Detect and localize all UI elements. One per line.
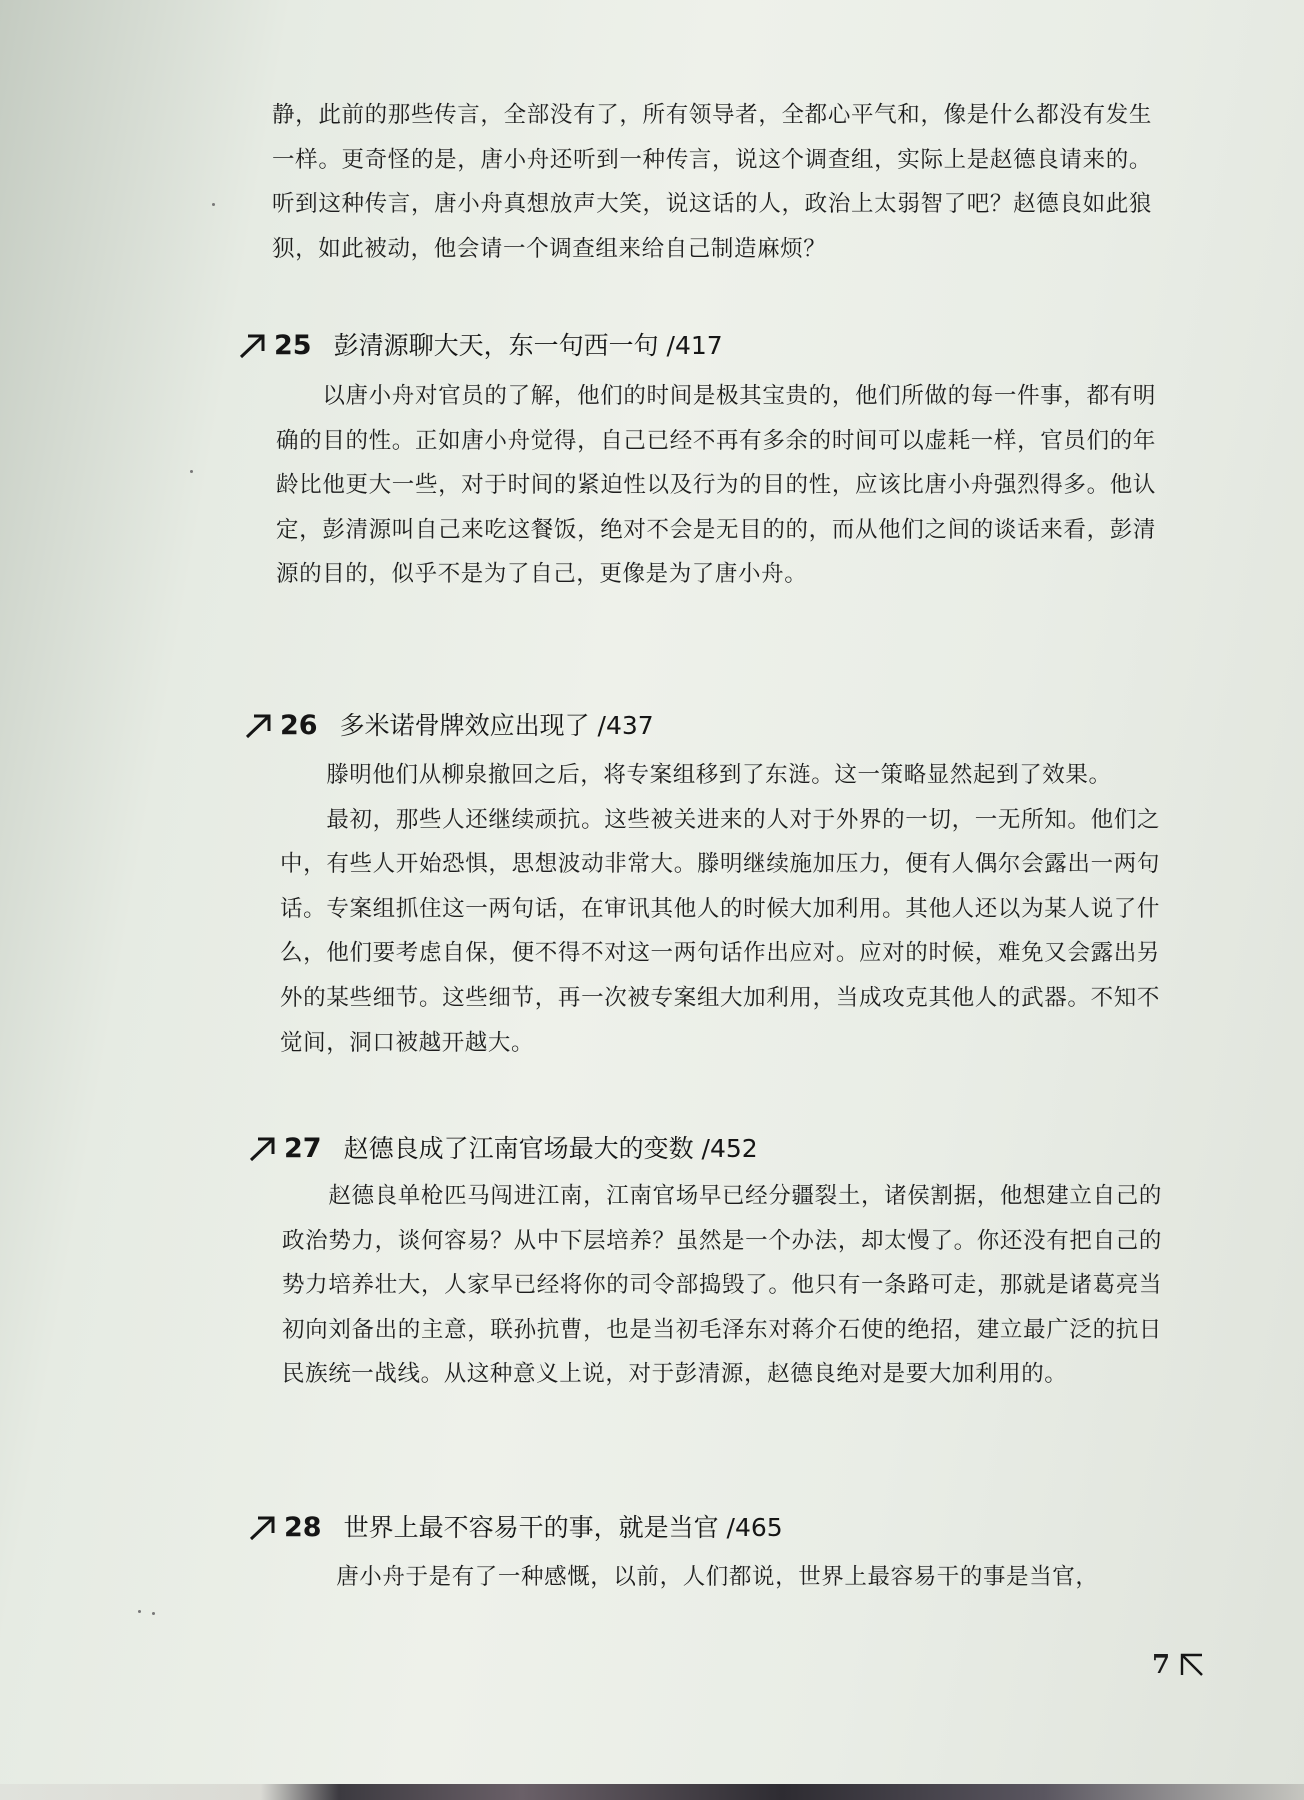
section-number: 26: [280, 710, 318, 741]
corner-arrow-icon: [1178, 1651, 1206, 1679]
scan-bottom-edge: [0, 1784, 1304, 1800]
intro-paragraph: 静，此前的那些传言，全部没有了，所有领导者，全都心平气和，像是什么都没有发生一样。更奇怪的是，唐小舟还听到一种传言，说这个调查组，实际上是赵德良请来的。听到这种传言，唐小舟真想放声大笑，说这话的人，政治上太弱智了吧？赵德良如此狼狈，如此被动，他会请一个调查组来给自己制造麻烦？: [272, 102, 1152, 262]
northeast-arrow-icon: [244, 712, 274, 740]
speck: [212, 203, 215, 206]
section-number: 25: [274, 330, 312, 361]
page-number-text: 7: [1152, 1650, 1171, 1680]
speck: [138, 1610, 141, 1613]
section-title: 赵德良成了江南官场最大的变数 /452: [343, 1134, 758, 1163]
section-title: 彭清源聊大天，东一句西一句 /417: [333, 331, 723, 360]
northeast-arrow-icon: [248, 1514, 278, 1542]
section-title: 世界上最不容易干的事，就是当官 /465: [343, 1513, 783, 1542]
speck: [190, 470, 193, 473]
northeast-arrow-icon: [248, 1135, 278, 1163]
section-number: 27: [284, 1133, 322, 1164]
section-heading-28: [248, 1512, 783, 1544]
section-paragraph-27: 赵德良单枪匹马闯进江南，江南官场早已经分疆裂土，诸侯割据，他想建立自己的政治势力，谈何容易？从中下层培养？虽然是一个办法，却太慢了。你还没有把自己的势力培养壮大，人家早已经将你的司令部捣毁了。他只有一条路可走，那就是诸葛亮当初向刘备出的主意，联孙抗曹，也是当初毛泽东对蒋介石使的绝招，建立最广泛的抗日民族统一战线。从这种意义上说，对于彭清源，赵德良绝对是要大加利用的。: [282, 1183, 1162, 1388]
speck: [152, 1612, 155, 1615]
northeast-arrow-icon: [238, 332, 268, 360]
section-heading-25: [238, 330, 723, 362]
section-title: 多米诺骨牌效应出现了 /437: [339, 711, 654, 740]
section-number: 28: [284, 1512, 322, 1543]
section-heading-27: [248, 1133, 758, 1165]
section-paragraph-25: 以唐小舟对官员的了解，他们的时间是极其宝贵的，他们所做的每一件事，都有明确的目的性。正如唐小舟觉得，自己已经不再有多余的时间可以虚耗一样，官员们的年龄比他更大一些，对于时间的紧迫性以及行为的目的性，应该比唐小舟强烈得多。他认定，彭清源叫自己来吃这餐饭，绝对不会是无目的的，而从他们之间的谈话来看，彭清源的目的，似乎不是为了自己，更像是为了唐小舟。: [276, 383, 1156, 588]
page-number: [1152, 1650, 1206, 1680]
section-paragraph-28: 唐小舟于是有了一种感慨，以前，人们都说，世界上最容易干的事是当官，: [290, 1564, 1099, 1590]
section-paragraph-26: 滕明他们从柳泉撤回之后，将专案组移到了东涟。这一策略显然起到了效果。 最初，那些人还继续顽抗。这些被关进来的人对于外界的一切，一无所知。他们之中，有些人开始恐惧，思想波动非常大。滕明继续施加压力，便有人偶尔会露出一两句话。专案组抓住这一两句话，在审讯其他人的时候大加利用。其他人还以为某人说了什么，他们要考虑自保，便不得不对这一两句话作出应对。应对的时候，难免又会露出另外的某些细节。这些细节，再一次被专案组大加利用，当成攻克其他人的武器。不知不觉间，洞口被越开越大。: [280, 762, 1160, 1056]
section-heading-26: [244, 710, 654, 742]
